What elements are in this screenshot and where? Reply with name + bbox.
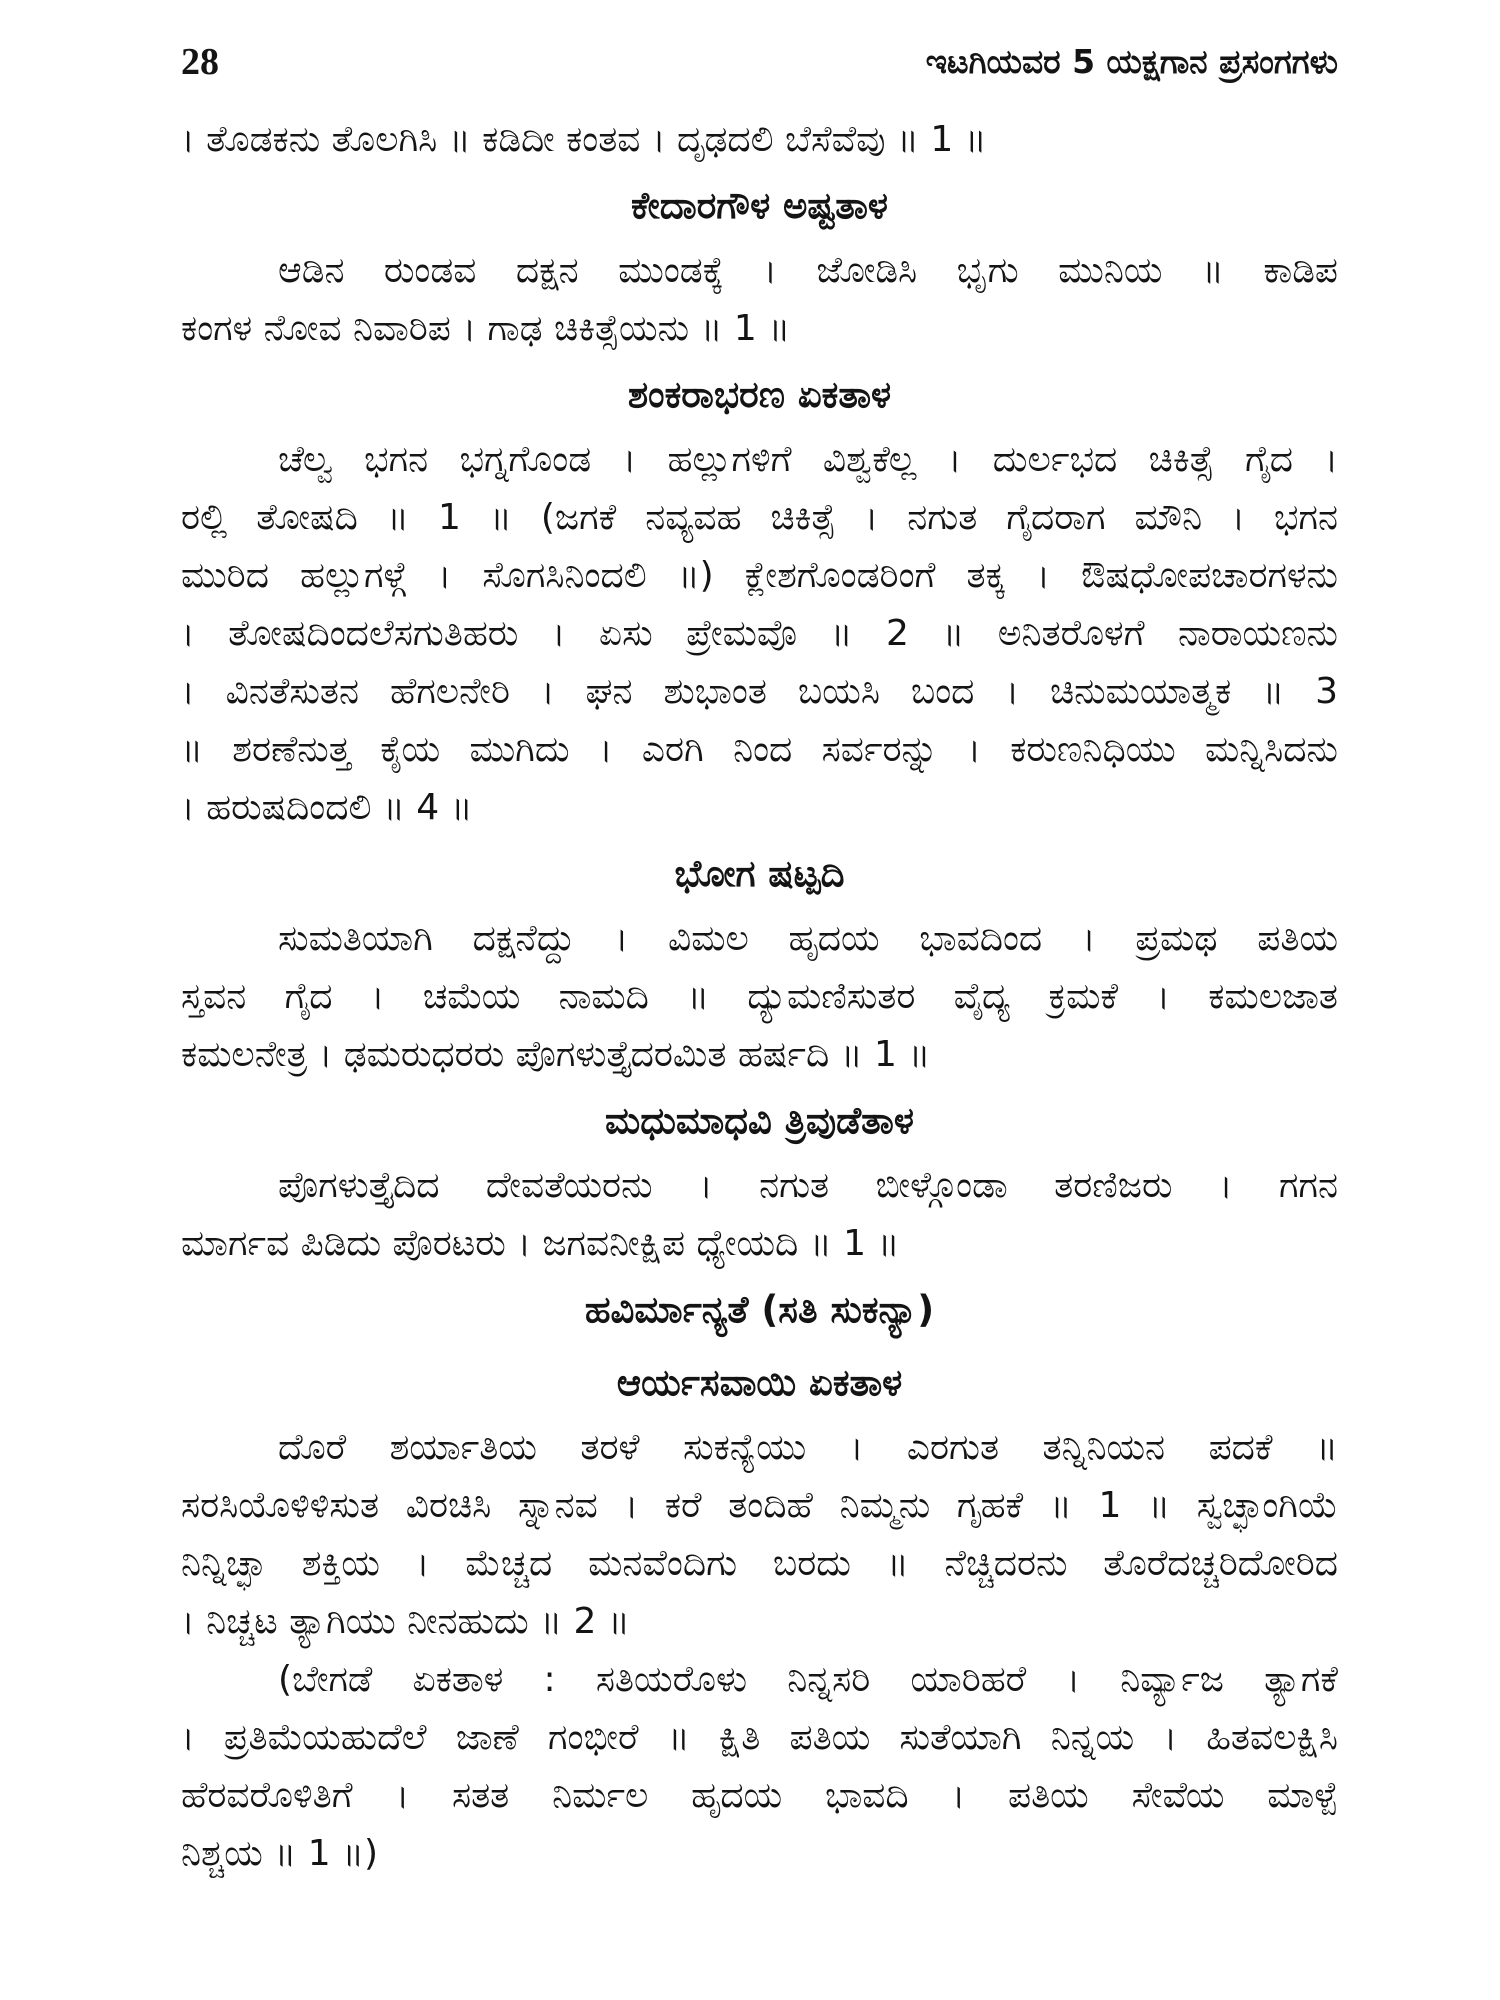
verse-line: ಮುರಿದ ಹಲ್ಲುಗಳ್ಗೆ । ಸೊಗಸಿನಿಂದಲಿ ॥) ಕ್ಲೇಶಗೊಂಡರಿಂಗೆ ತಕ್ಕ । ಔಷಧೋಪಚಾರಗಳನು — [181, 555, 1338, 596]
verse-line: ಸ್ತವನ ಗೈದ । ಚಮೆಯ ನಾಮದಿ ॥ ದ್ಯುಮಣಿಸುತರ ವೈದ್ಯ ಕ್ರಮಕೆ । ಕಮಲಜಾತ — [181, 976, 1338, 1017]
verse-line: ಕಂಗಳ ನೋವ ನಿವಾರಿಪ । ಗಾಢ ಚಿಕಿತ್ಸೆಯನು ॥ 1 ॥ — [181, 308, 791, 349]
continued-paragraph — [181, 111, 1338, 169]
verse-line: ಪೊಗಳುತ್ತೈದಿದ ದೇವತೆಯರನು । ನಗುತ ಬೀಳ್ಗೊಂಡಾ ತರಣಿಜರು । ಗಗನ — [278, 1165, 1338, 1206]
verse-paragraph — [181, 431, 1338, 837]
section-heading: ಮಧುಮಾಧವಿ ತ್ರಿವುಡೆತಾಳ — [605, 1099, 914, 1142]
running-title: ಇಟಗಿಯವರ 5 ಯಕ್ಷಗಾನ ಪ್ರಸಂಗಗಳು — [925, 42, 1338, 81]
verse-line: ಮಾರ್ಗವ ಪಿಡಿದು ಪೊರಟರು । ಜಗವನೀಕ್ಷಿಪ ಧ್ಯೇಯದಿ ॥ 1 ॥ — [181, 1223, 900, 1264]
verse-paragraph-parenthetical — [181, 1651, 1338, 1883]
section-madhumadhavi-trivudetala — [181, 1084, 1338, 1273]
section-heading: ಆರ್ಯಸವಾಯಿ ಏಕತಾಳ — [616, 1361, 903, 1404]
verse-paragraph — [181, 1157, 1338, 1273]
verse-paragraph — [181, 242, 1338, 358]
verse-line: ಕಮಲನೇತ್ರ । ಢಮರುಧರರು ಪೊಗಳುತ್ತೈದರಮಿತ ಹರ್ಷದಿ ॥ 1 ॥ — [181, 1034, 931, 1075]
page-header — [181, 40, 1338, 84]
verse-line: । ತೋಷದಿಂದಲೆಸಗುತಿಹರು । ಏಸು ಪ್ರೇಮವೊ ॥ 2 ॥ ಅನಿತರೊಳಗೆ ನಾರಾಯಣನು — [181, 613, 1338, 654]
section-havirmanyate — [181, 1273, 1338, 1883]
verse-line: । ವಿನತೆಸುತನ ಹೆಗಲನೇರಿ । ಘನ ಶುಭಾಂತ ಬಯಸಿ ಬಂದ । ಚಿನುಮಯಾತ್ಮಕ ॥ 3 — [181, 671, 1338, 712]
section-heading: ಕೇದಾರಗೌಳ ಅಷ್ಟತಾಳ — [630, 184, 889, 227]
verse-line: ದೊರೆ ಶರ್ಯಾತಿಯ ತರಳೆ ಸುಕನ್ಯೆಯು । ಎರಗುತ ತನ್ನಿನಿಯನ ಪದಕೆ ॥ — [278, 1427, 1338, 1468]
page-body — [181, 111, 1338, 1883]
page-number: 28 — [181, 41, 219, 83]
verse-paragraph — [181, 1419, 1338, 1651]
section-kedaragaula-ashtatala — [181, 169, 1338, 358]
verse-line: ॥ ಶರಣೆನುತ್ತ ಕೈಯ ಮುಗಿದು । ಎರಗಿ ನಿಂದ ಸರ್ವರನ್ನು । ಕರುಣನಿಧಿಯು ಮನ್ನಿಸಿದನು — [181, 729, 1338, 770]
verse-line: ನಿನ್ನಿಚ್ಛಾ ಶಕ್ತಿಯ । ಮೆಚ್ಚದ ಮನವೆಂದಿಗು ಬರದು ॥ ನೆಚ್ಚಿದರನು ತೊರೆದಚ್ಚರಿದೋರಿದ — [181, 1543, 1338, 1584]
verse-line: ಸರಸಿಯೊಳಿಳಿಸುತ ವಿರಚಿಸಿ ಸ್ನಾನವ । ಕರೆ ತಂದಿಹೆ ನಿಮ್ಮನು ಗೃಹಕೆ ॥ 1 ॥ ಸ್ವಚ್ಛಾಂಗಿಯೆ — [181, 1485, 1338, 1526]
verse-line: । ಹರುಷದಿಂದಲಿ ॥ 4 ॥ — [181, 787, 473, 828]
verse-line: ನಿಶ್ಚಯ ॥ 1 ॥) — [181, 1833, 379, 1874]
verse-line: । ಪ್ರತಿಮೆಯಹುದೆಲೆ ಜಾಣೆ ಗಂಭೀರೆ ॥ ಕ್ಷಿತಿ ಪತಿಯ ಸುತೆಯಾಗಿ ನಿನ್ನಯ । ಹಿತವಲಕ್ಷಿಸಿ — [181, 1717, 1338, 1758]
verse-line: ಆಡಿನ ರುಂಡವ ದಕ್ಷನ ಮುಂಡಕ್ಕೆ । ಜೋಡಿಸಿ ಭೃಗು ಮುನಿಯ ॥ ಕಾಡಿಪ — [278, 250, 1338, 291]
verse-line: ಹೆರವರೊಳಿತಿಗೆ । ಸತತ ನಿರ್ಮಲ ಹೃದಯ ಭಾವದಿ । ಪತಿಯ ಸೇವೆಯ ಮಾಳ್ಪೆ — [181, 1775, 1338, 1816]
scene-title: ಹವಿರ್ಮಾನ್ಯತೆ (ಸತಿ ಸುಕನ್ಯಾ) — [584, 1288, 935, 1331]
verse-line: ಚೆಲ್ವ ಭಗನ ಭಗ್ನಗೊಂಡ । ಹಲ್ಲುಗಳಿಗೆ ವಿಶ್ವಕೆಲ್ಲ । ದುರ್ಲಭದ ಚಿಕಿತ್ಸೆ ಗೈದ । — [278, 439, 1338, 480]
verse-line: । ತೊಡಕನು ತೊಲಗಿಸಿ ॥ ಕಡಿದೀ ಕಂತವ । ದೃಢದಲಿ ಬೆಸೆವೆವು ॥ 1 ॥ — [181, 119, 987, 160]
verse-paragraph — [181, 910, 1338, 1084]
verse-line: ರಲ್ಲಿ ತೋಷದಿ ॥ 1 ॥ (ಜಗಕೆ ನವ್ಯವಹ ಚಿಕಿತ್ಸೆ । ನಗುತ ಗೈದರಾಗ ಮೌನಿ । ಭಗನ — [181, 497, 1338, 538]
section-shankarabharana-ekatala — [181, 358, 1338, 837]
verse-line: । ನಿಚ್ಚಟ ತ್ಯಾಗಿಯು ನೀನಹುದು ॥ 2 ॥ — [181, 1601, 630, 1642]
verse-line: ಸುಮತಿಯಾಗಿ ದಕ್ಷನೆದ್ದು । ವಿಮಲ ಹೃದಯ ಭಾವದಿಂದ । ಪ್ರಮಥ ಪತಿಯ — [278, 918, 1338, 959]
verse-line: (ಬೇಗಡೆ ಏಕತಾಳ : ಸತಿಯರೊಳು ನಿನ್ನಸರಿ ಯಾರಿಹರೆ । ನಿರ್ವ್ಯಾಜ ತ್ಯಾಗಕೆ — [278, 1659, 1338, 1700]
section-bhoga-shatpadi — [181, 837, 1338, 1084]
section-heading: ಶಂಕರಾಭರಣ ಏಕತಾಳ — [627, 373, 892, 416]
section-heading: ಭೋಗ ಷಟ್ಪದಿ — [674, 852, 845, 895]
